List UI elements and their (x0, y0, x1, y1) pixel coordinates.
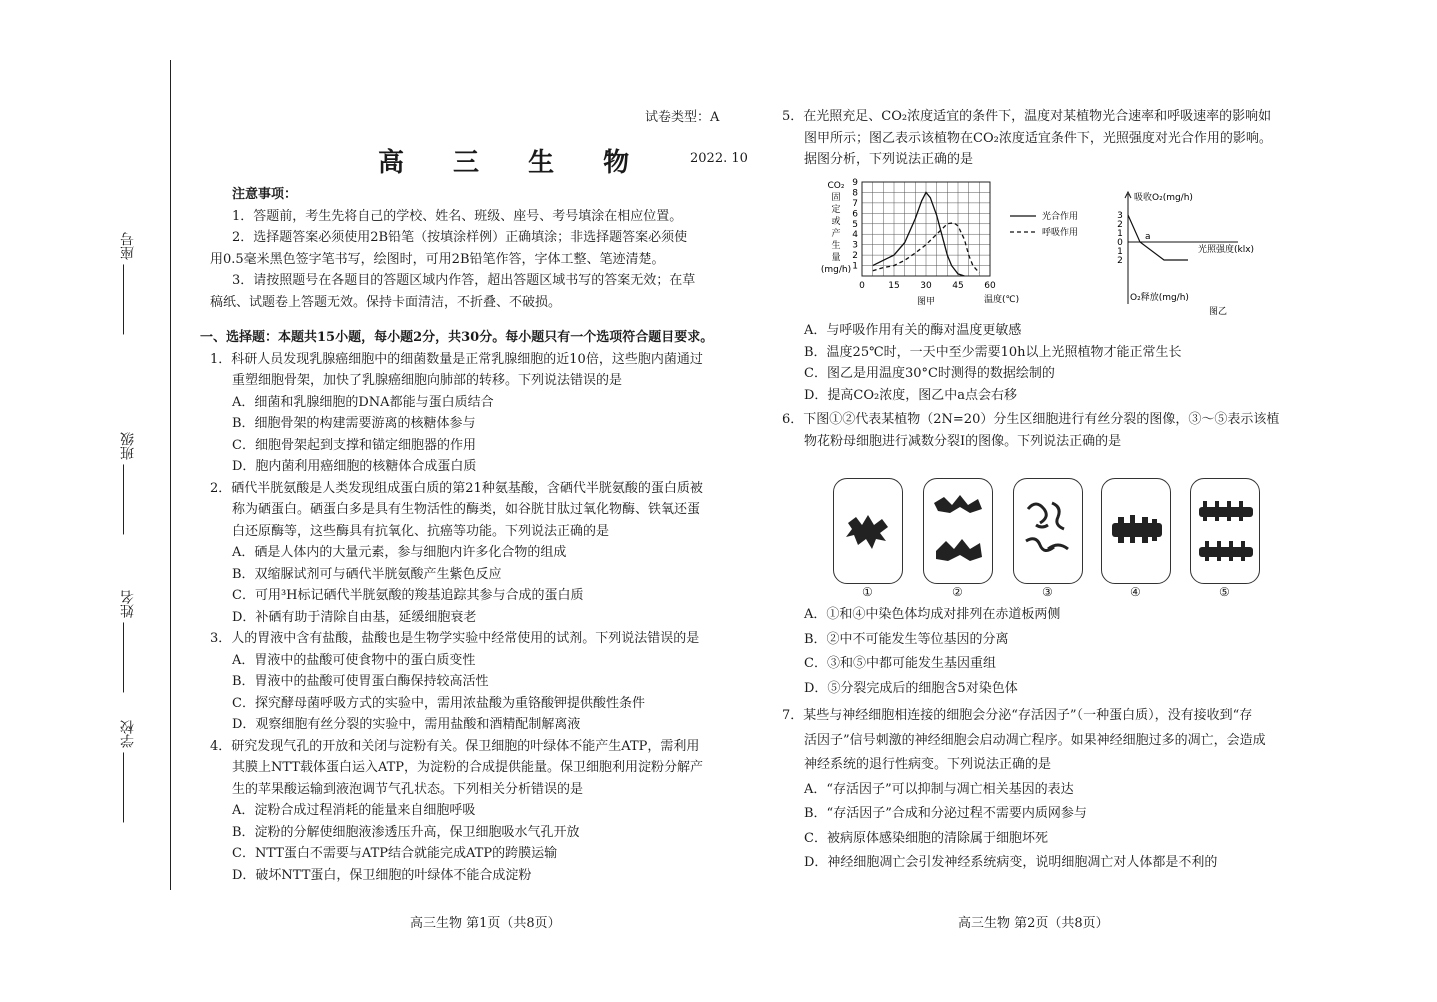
question-line: 生的苹果酸运输到液泡调节气孔状态。下列相关分析错误的是 (232, 781, 584, 797)
question-line: 5．在光照充足、CO₂浓度适宜的条件下，温度对某植物光合速率和呼吸速率的影响如 (782, 109, 1272, 124)
binding-line (170, 60, 171, 890)
y-axis-label: 产 (831, 229, 841, 239)
question-line: 1．科研人员发现乳腺癌细胞中的细菌数量是正常乳腺细胞的近10倍，这些胞内菌通过 (210, 351, 703, 367)
chart-jia (818, 176, 1108, 316)
notice-title: 注意事项： (232, 187, 298, 202)
y-axis-label: 定 (831, 205, 841, 215)
option: A．与呼吸作用有关的酶对温度更敏感 (804, 323, 1022, 338)
notice-line: 用0.5毫米黑色签字笔书写，绘图时，可用2B铅笔作答，字体工整、笔迹清楚。 (210, 251, 665, 267)
y-tick-label: 9 (852, 178, 858, 188)
cell-image-2 (923, 478, 993, 584)
y-tick-label: 5 (852, 219, 858, 230)
option: A．①和④中染色体均成对排列在赤道板两侧 (804, 607, 1061, 622)
seat-blank (124, 264, 125, 334)
paper-type: 试卷类型：A (645, 110, 720, 125)
x-tick-label: 60 (984, 281, 996, 291)
question-line: 白还原酶等，这些酶具有抗氧化、抗癌等功能。下列说法正确的是 (232, 523, 610, 539)
school-field (118, 720, 138, 828)
option: B．胃液中的盐酸可使胃蛋白酶保持较高活性 (232, 674, 489, 689)
name-blank (124, 622, 125, 692)
left-question-list (210, 349, 750, 887)
option: B．细胞骨架的构建需要游离的核糖体参与 (232, 416, 476, 431)
option: B．②中不可能发生等位基因的分离 (804, 631, 1009, 647)
option: D．补硒有助于清除自由基，延缓细胞衰老 (232, 609, 477, 625)
question-line: 活因子”信号刺激的神经细胞会启动凋亡程序。如果神经细胞过多的凋亡，会造成 (804, 732, 1266, 748)
option: B．温度25℃时，一天中至少需要10h以上光照植物才能正常生长 (804, 344, 1182, 360)
option: C．探究酵母菌呼吸方式的实验中，需用浓盐酸为重铬酸钾提供酸性条件 (232, 695, 645, 711)
school-label: 学校 (120, 720, 136, 748)
question-line: 物花粉母细胞进行减数分裂Ⅰ的图像。下列说法正确的是 (804, 433, 1122, 449)
option: D．观察细胞有丝分裂的实验中，需用盐酸和酒精配制解离液 (232, 717, 581, 732)
footer-right: 高三生物 第2页（共8页） (958, 916, 1109, 931)
question-2 (210, 478, 750, 629)
x-tick-label: 0 (859, 281, 865, 291)
name-label: 姓名 (120, 590, 136, 618)
option: A．胃液中的盐酸可使食物中的蛋白质变性 (232, 652, 476, 668)
option: D．⑤分裂完成后的细胞含5对染色体 (804, 680, 1018, 696)
y-axis-label: CO₂ (827, 181, 845, 191)
y-axis-label: 或 (831, 217, 841, 227)
option: C．③和⑤中都可能发生基因重组 (804, 656, 996, 671)
section-title: 一、选择题：本题共15小题，每小题2分，共30分。每小题只有一个选项符合题目要求。 (200, 330, 714, 345)
question-line: 图甲所示；图乙表示该植物在CO₂浓度适宜条件下，光照强度对光合作用的影响。 (804, 130, 1272, 146)
cell-image-5 (1190, 478, 1260, 584)
legend-label: 光合作用 (1042, 212, 1079, 222)
cell-image-1 (833, 478, 903, 584)
option: A．淀粉合成过程消耗的能量来自细胞呼吸 (232, 803, 476, 818)
question-line: 2．硒代半胱氨酸是人类发现组成蛋白质的第21种氨基酸，含硒代半胱氨酸的蛋白质被 (210, 480, 703, 496)
cell-label-2: ② (952, 585, 963, 599)
question-1 (210, 349, 750, 478)
y-axis-label-bottom: O₂释放(mg/h) (1130, 293, 1189, 303)
y-tick-label: 2 (852, 251, 858, 262)
question-line: 6．下图①②代表某植物（2N=20）分生区细胞进行有丝分裂的图像，③～⑤表示该植 (782, 412, 1280, 427)
x-axis-label: 光照强度(klx) (1198, 245, 1255, 255)
cell-label-5: ⑤ (1219, 585, 1230, 599)
name-field (118, 590, 138, 698)
question-line: 称为硒蛋白。硒蛋白多是具有生物活性的酶类，如谷胱甘肽过氧化物酶、铁氧还蛋 (232, 502, 701, 517)
y-tick-label: 3 (852, 240, 858, 251)
chart-title: 图乙 (1208, 307, 1228, 317)
option: C．NTT蛋白不需要与ATP结合就能完成ATP的跨膜运输 (232, 846, 558, 861)
question-line: 3．人的胃液中含有盐酸，盐酸也是生物学实验中经常使用的试剂。下列说法错误的是 (210, 631, 700, 646)
cell-image-3 (1013, 478, 1083, 584)
y-axis-label: 固 (831, 193, 841, 203)
y-tick-label: 6 (852, 209, 858, 220)
seat-field (118, 232, 138, 340)
q5-options (782, 320, 1322, 452)
x-tick-label: 45 (952, 281, 964, 291)
option: D．神经细胞凋亡会引发神经系统病变，说明细胞凋亡对人体都是不利的 (804, 855, 1218, 870)
y-tick-label: 2 (1117, 220, 1123, 230)
q6-q7-block (782, 604, 1322, 874)
y-tick-label: 1 (1117, 247, 1123, 257)
y-axis-label: 量 (831, 253, 841, 263)
x-tick-label: 15 (888, 281, 900, 291)
y-axis-label-top: 吸收O₂(mg/h) (1134, 193, 1193, 203)
spacer (210, 313, 750, 327)
x-tick-label: 30 (920, 281, 932, 291)
footer-left: 高三生物 第1页（共8页） (410, 916, 561, 931)
option: C．图乙是用温度30°C时测得的数据绘制的 (804, 366, 1055, 381)
option: D．胞内菌利用癌细胞的核糖体合成蛋白质 (232, 459, 477, 474)
notice-line: 2．选择题答案必须使用2B铅笔（按填涂样例）正确填涂；非选择题答案必须使 (232, 230, 688, 245)
legend-label: 呼吸作用 (1042, 228, 1079, 238)
cell-label-3: ③ (1042, 585, 1053, 599)
option: A．硒是人体内的大量元素，参与细胞内许多化合物的组成 (232, 545, 567, 560)
option: B．双缩脲试剂可与硒代半胱氨酸产生紫色反应 (232, 566, 502, 582)
cell-label-4: ④ (1130, 585, 1141, 599)
option: B．“存活因子”合成和分泌过程不需要内质网参与 (804, 806, 1087, 821)
option: A．“存活因子”可以抑制与凋亡相关基因的表达 (804, 781, 1074, 797)
question-line: 其膜上NTT载体蛋白运入ATP，为淀粉的合成提供能量。保卫细胞利用淀粉分解产 (232, 760, 704, 775)
notice-line: 3．请按照题号在各题目的答题区域内作答，超出答题区域书写的答案无效；在草 (232, 273, 696, 288)
y-axis-label: 生 (831, 241, 841, 251)
option: B．淀粉的分解使细胞液渗透压升高，保卫细胞吸水气孔开放 (232, 824, 580, 840)
chart-yi (1118, 186, 1298, 316)
question-4 (210, 736, 750, 887)
class-blank (124, 464, 125, 534)
option: C．被病原体感染细胞的清除属于细胞坏死 (804, 830, 1048, 846)
x-axis-label: 温度(℃) (984, 295, 1020, 305)
y-tick-label: 0 (1117, 238, 1123, 248)
notice-line: 1．答题前，考生先将自己的学校、姓名、班级、座号、考号填涂在相应位置。 (232, 208, 683, 224)
question-line: 4．研究发现气孔的开放和关闭与淀粉有关。保卫细胞的叶绿体不能产生ATP，需利用 (210, 738, 700, 754)
school-blank (124, 752, 125, 822)
series-line (1128, 215, 1188, 260)
chart-title: 图甲 (916, 297, 936, 307)
question-line: 7．某些与神经细胞相连接的细胞会分泌“存活因子”（一种蛋白质），没有接收到“存 (782, 708, 1253, 723)
question-3 (210, 628, 750, 736)
class-label: 班级 (120, 432, 136, 460)
question-line: 重塑细胞骨架，加快了乳腺癌细胞向肺部的转移。下列说法错误的是 (232, 373, 623, 388)
right-column (782, 106, 1322, 171)
option: D．提高CO₂浓度，图乙中a点会右移 (804, 387, 1017, 403)
cell-label-1: ① (862, 585, 873, 599)
option: C．可用³H标记硒代半胱氨酸的羧基追踪其参与合成的蛋白质 (232, 588, 584, 603)
seat-label: 座号 (120, 232, 136, 260)
point-label: a (1145, 232, 1151, 242)
question-line: 神经系统的退行性病变。下列说法正确的是 (804, 757, 1052, 772)
class-field (118, 432, 138, 540)
option: A．细菌和乳腺细胞的DNA都能与蛋白质结合 (232, 394, 494, 410)
y-tick-label: 4 (852, 230, 858, 241)
y-tick-label: 7 (852, 198, 858, 209)
y-axis-label: (mg/h) (820, 265, 852, 275)
question-5 (782, 106, 1322, 171)
notice-line: 稿纸、试题卷上答题无效。保持卡面清洁，不折叠、不破损。 (210, 294, 562, 310)
y-tick-label: 3 (1117, 211, 1123, 221)
y-tick-label: 1 (1117, 229, 1123, 239)
y-tick-label: 2 (1117, 256, 1123, 266)
option: D．破坏NTT蛋白，保卫细胞的叶绿体不能合成淀粉 (232, 867, 532, 883)
y-tick-label: 1 (852, 261, 858, 272)
y-tick-label: 8 (852, 188, 858, 199)
cell-image-4 (1101, 478, 1171, 584)
exam-date: 2022. 10 (690, 151, 748, 166)
left-column (200, 184, 750, 886)
question-line: 据图分析，下列说法正确的是 (804, 152, 974, 167)
option: C．细胞骨架起到支撑和锚定细胞器的作用 (232, 437, 476, 453)
page-title: 高 三 生 物 (378, 148, 650, 178)
